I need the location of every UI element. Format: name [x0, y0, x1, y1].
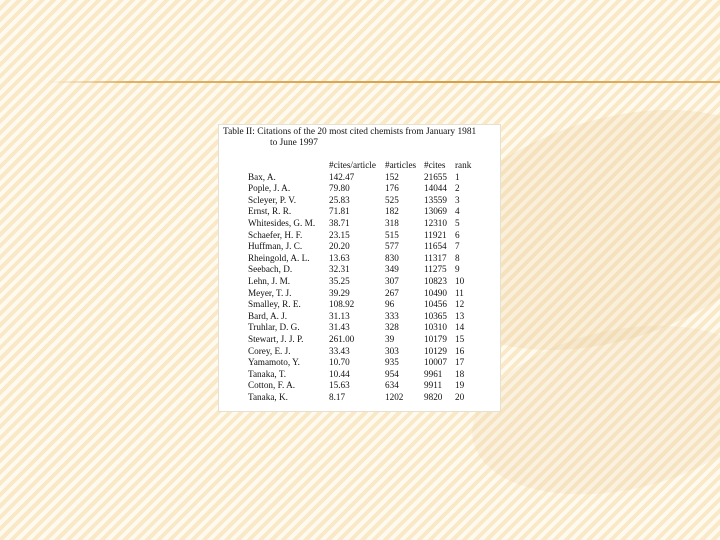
table-row	[248, 322, 477, 334]
cell-cites-per-article: 261.00	[329, 333, 355, 344]
cell-cites-per-article: 71.81	[329, 206, 350, 217]
table-row	[248, 369, 477, 381]
cell-cites: 10823	[424, 275, 447, 286]
cell-articles: 1202	[385, 391, 404, 402]
cell-rank: 5	[455, 217, 460, 228]
cell-articles: 318	[385, 217, 399, 228]
cell-articles: 152	[385, 171, 399, 182]
cell-cites-per-article: 79.80	[329, 183, 350, 194]
cell-name: Whitesides, G. M.	[248, 217, 316, 228]
caption-line-2: to June 1997	[270, 137, 318, 148]
cell-rank: 9	[455, 264, 460, 275]
cell-articles: 303	[385, 345, 399, 356]
cell-cites-per-article: 38.71	[329, 217, 350, 228]
cell-cites: 9820	[424, 391, 443, 402]
cell-name: Corey, E. J.	[248, 345, 291, 356]
table-row	[248, 346, 477, 358]
cell-cites-per-article: 8.17	[329, 391, 346, 402]
cell-cites: 11317	[424, 252, 447, 263]
table-row	[248, 195, 477, 207]
cell-cites-per-article: 31.13	[329, 310, 350, 321]
cell-rank: 4	[455, 206, 460, 217]
cell-rank: 19	[455, 380, 465, 391]
table-row	[248, 299, 477, 311]
column-header-name	[248, 160, 329, 172]
table-row	[248, 172, 477, 184]
cell-rank: 6	[455, 229, 460, 240]
cell-rank: 13	[455, 310, 465, 321]
cell-articles: 515	[385, 229, 399, 240]
cell-cites-per-article: 20.20	[329, 241, 350, 252]
cell-name: Meyer, T. J.	[248, 287, 292, 298]
cell-name: Cotton, F. A.	[248, 380, 295, 391]
cell-cites: 21655	[424, 171, 447, 182]
cell-cites: 10490	[424, 287, 447, 298]
table-row	[248, 392, 477, 404]
table-row	[248, 241, 477, 253]
cell-cites-per-article: 15.63	[329, 380, 350, 391]
cell-articles: 634	[385, 380, 399, 391]
cell-articles: 176	[385, 183, 399, 194]
cell-cites: 11275	[424, 264, 447, 275]
cell-rank: 2	[455, 183, 460, 194]
table-row	[248, 380, 477, 392]
cell-cites: 10129	[424, 345, 447, 356]
cell-cites: 9911	[424, 380, 443, 391]
table-row	[248, 253, 477, 265]
cell-rank: 8	[455, 252, 460, 263]
table-header-row	[248, 160, 477, 172]
cell-rank: 20	[455, 391, 465, 402]
cell-name: Pople, J. A.	[248, 183, 291, 194]
table-row	[248, 276, 477, 288]
cell-name: Tanaka, K.	[248, 391, 288, 402]
table-row	[248, 183, 477, 195]
cell-rank: 12	[455, 299, 465, 310]
cell-articles: 182	[385, 206, 399, 217]
cell-name: Truhlar, D. G.	[248, 322, 300, 333]
cell-name: Ernst, R. R.	[248, 206, 292, 217]
cell-name: Bax, A.	[248, 171, 276, 182]
cell-rank: 18	[455, 368, 465, 379]
cell-name: Schaefer, H. F.	[248, 229, 303, 240]
table-caption	[223, 127, 496, 148]
cell-articles: 333	[385, 310, 399, 321]
cell-name: Yamamoto, Y.	[248, 357, 300, 368]
table-row	[248, 288, 477, 300]
table-row	[248, 230, 477, 242]
column-header-rank: rank	[455, 160, 472, 170]
cell-cites-per-article: 32.31	[329, 264, 350, 275]
cell-cites-per-article: 33.43	[329, 345, 350, 356]
table-row	[248, 264, 477, 276]
cell-rank: 16	[455, 345, 465, 356]
cell-name: Scleyer, P. V.	[248, 194, 297, 205]
cell-name: Stewart, J. J. P.	[248, 333, 304, 344]
cell-cites-per-article: 39.29	[329, 287, 350, 298]
cell-cites-per-article: 25.83	[329, 194, 350, 205]
cell-articles: 577	[385, 241, 399, 252]
cell-name: Lehn, J. M.	[248, 275, 291, 286]
cell-articles: 954	[385, 368, 399, 379]
cell-rank: 10	[455, 275, 465, 286]
citation-table	[248, 160, 477, 403]
cell-cites-per-article: 10.44	[329, 368, 350, 379]
cell-name: Smalley, R. E.	[248, 299, 301, 310]
cell-cites: 10179	[424, 333, 447, 344]
cell-articles: 935	[385, 357, 399, 368]
cell-cites-per-article: 13.63	[329, 252, 350, 263]
cell-name: Bard, A. J.	[248, 310, 288, 321]
cell-cites: 13559	[424, 194, 447, 205]
caption-line-1: Table II: Citations of the 20 most cited chemists from January 1981	[223, 127, 477, 137]
citation-table-image	[218, 124, 501, 412]
cell-rank: 17	[455, 357, 465, 368]
cell-cites-per-article: 10.70	[329, 357, 350, 368]
cell-articles: 307	[385, 275, 399, 286]
cell-rank: 7	[455, 241, 460, 252]
cell-articles: 267	[385, 287, 399, 298]
cell-articles: 328	[385, 322, 399, 333]
cell-cites: 11921	[424, 229, 447, 240]
cell-name: Seebach, D.	[248, 264, 293, 275]
cell-cites-per-article: 142.47	[329, 171, 355, 182]
cell-cites: 10456	[424, 299, 447, 310]
table-row	[248, 218, 477, 230]
cell-cites: 12310	[424, 217, 447, 228]
cell-cites-per-article: 31.43	[329, 322, 350, 333]
cell-articles: 39	[385, 333, 395, 344]
cell-cites: 14044	[424, 183, 447, 194]
column-header-cites: #cites	[424, 160, 446, 170]
table-row	[248, 311, 477, 323]
cell-rank: 15	[455, 333, 465, 344]
cell-rank: 11	[455, 287, 464, 298]
cell-cites: 10310	[424, 322, 447, 333]
cell-cites: 13069	[424, 206, 447, 217]
cell-articles: 349	[385, 264, 399, 275]
table-row	[248, 206, 477, 218]
cell-name: Huffman, J. C.	[248, 241, 303, 252]
cell-cites: 10365	[424, 310, 447, 321]
cell-name: Rheingold, A. L.	[248, 252, 310, 263]
cell-cites-per-article: 108.92	[329, 299, 355, 310]
column-header-cites-per-article: #cites/article	[329, 160, 376, 170]
header-divider-line	[48, 81, 720, 83]
cell-cites: 9961	[424, 368, 443, 379]
cell-rank: 14	[455, 322, 465, 333]
cell-rank: 3	[455, 194, 460, 205]
cell-name: Tanaka, T.	[248, 368, 287, 379]
cell-cites: 11654	[424, 241, 447, 252]
table-row	[248, 334, 477, 346]
cell-cites: 10007	[424, 357, 447, 368]
table-row	[248, 357, 477, 369]
cell-cites-per-article: 23.15	[329, 229, 350, 240]
cell-articles: 830	[385, 252, 399, 263]
cell-articles: 96	[385, 299, 395, 310]
cell-cites-per-article: 35.25	[329, 275, 350, 286]
cell-rank: 1	[455, 171, 460, 182]
column-header-articles: #articles	[385, 160, 417, 170]
cell-articles: 525	[385, 194, 399, 205]
